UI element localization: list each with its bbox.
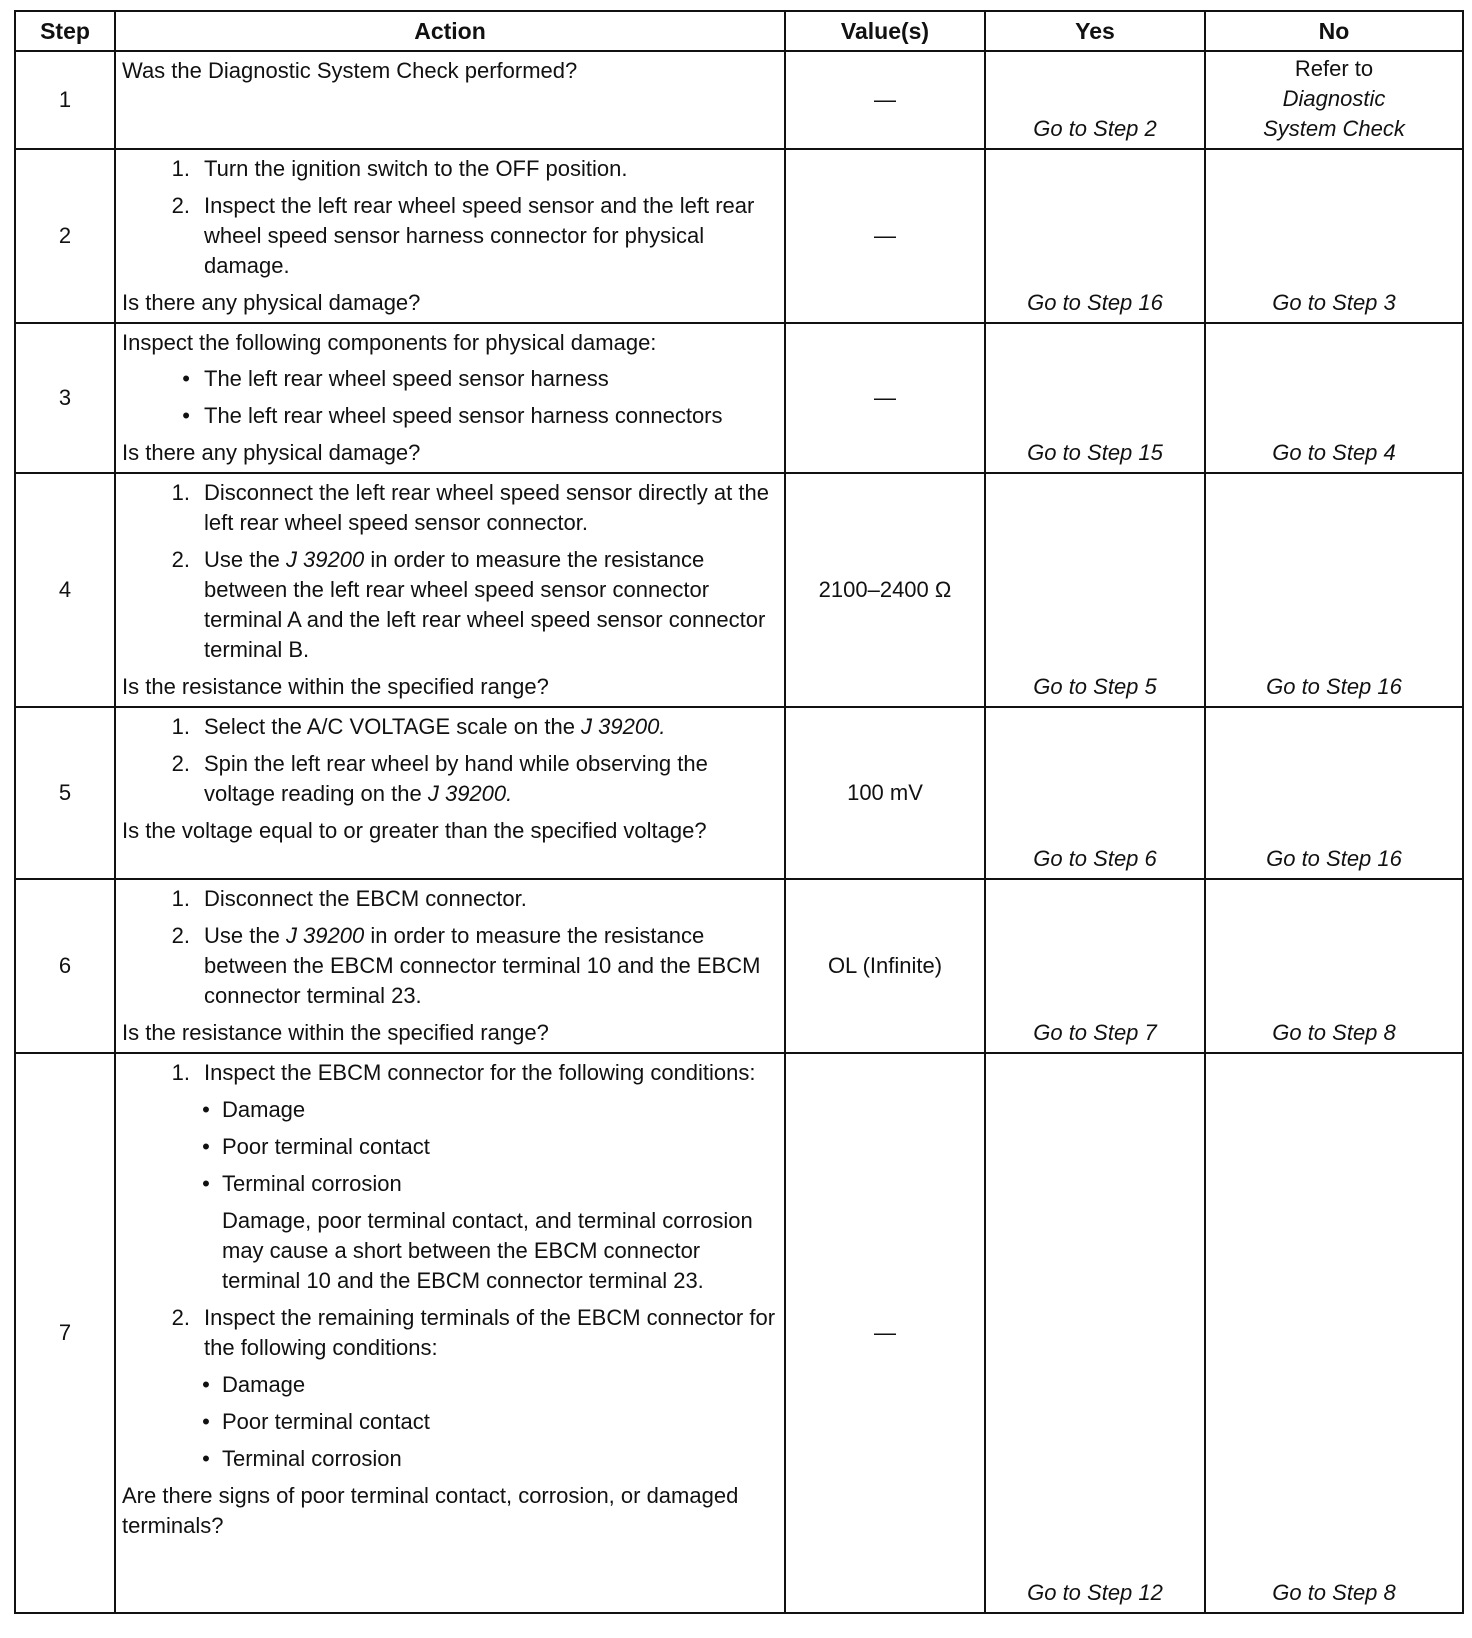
header-row [15, 11, 1463, 51]
no-cell: Go to Step 8 [1205, 879, 1463, 1053]
tool-reference: J 39200. [581, 714, 666, 739]
header-yes: Yes [985, 11, 1205, 51]
no-refer-line: Diagnostic [1282, 86, 1386, 111]
value-cell: OL (Infinite) [785, 879, 985, 1053]
action-item: Turn the ignition switch to the OFF position. [204, 156, 628, 181]
action-cell: 1. Inspect the EBCM connector for the following conditions: • Damage • Poor terminal contact • Terminal corrosion Damage, poor terminal contact, and terminal corrosion may cause a short between the EBCM connector terminal 10 and the EBCM connector terminal 23. 2. Inspect the remaining terminals of the EBCM connector for the following conditions: • Damage • Poor terminal contact • Terminal corrosion Are there signs of poor terminal contact, corrosion, or damaged terminals? [115, 1053, 785, 1613]
no-refer-line: Refer to [1294, 56, 1374, 81]
yes-cell: Go to Step 5 [985, 473, 1205, 707]
header-values: Value(s) [785, 11, 985, 51]
step-number: 6 [15, 879, 115, 1053]
no-cell: Go to Step 3 [1205, 149, 1463, 323]
table-row [15, 149, 1463, 323]
action-item: Use the J 39200 in order to measure the resistance between the left rear wheel speed sensor connector terminal A and the left rear wheel speed sensor connector terminal B. [204, 547, 766, 662]
action-question: Is the resistance within the specified range? [122, 674, 549, 699]
yes-cell: Go to Step 2 [985, 51, 1205, 149]
action-question: Was the Diagnostic System Check performed? [122, 58, 578, 83]
table-row [15, 879, 1463, 1053]
yes-cell: Go to Step 7 [985, 879, 1205, 1053]
no-cell: Go to Step 4 [1205, 323, 1463, 473]
value-cell: — [785, 51, 985, 149]
action-cell: 1. Turn the ignition switch to the OFF position. 2. Inspect the left rear wheel speed sensor and the left rear wheel speed sensor harness connector for physical damage. Is there any physical damage? [115, 149, 785, 323]
action-item: Disconnect the left rear wheel speed sensor directly at the left rear wheel speed sensor connector. [204, 480, 769, 535]
tool-reference: J 39200. [427, 781, 513, 806]
table-row [15, 1053, 1463, 1613]
step-number: 4 [15, 473, 115, 707]
no-cell: Go to Step 16 [1205, 707, 1463, 879]
action-bullet: Terminal corrosion [222, 1446, 402, 1471]
header-step: Step [15, 11, 115, 51]
action-cell [115, 51, 785, 149]
value-cell: — [785, 323, 985, 473]
action-bullet: Poor terminal contact [222, 1409, 430, 1434]
action-bullet: The left rear wheel speed sensor harness [204, 366, 609, 391]
tool-reference: J 39200 [285, 923, 365, 948]
table-row [15, 51, 1463, 149]
action-cell: Inspect the following components for physical damage: • The left rear wheel speed sensor harness • The left rear wheel speed sensor harness connectors Is there any physical damage? [115, 323, 785, 473]
action-item: Select the A/C VOLTAGE scale on the J 39200. [204, 714, 666, 739]
header-action: Action [115, 11, 785, 51]
value-cell: — [785, 149, 985, 323]
action-item: Spin the left rear wheel by hand while observing the voltage reading on the J 39200. [204, 751, 708, 806]
action-cell: 1. Disconnect the EBCM connector. 2. Use the J 39200 in order to measure the resistance between the EBCM connector terminal 10 and the EBCM connector terminal 23. Is the resistance within the specified range? [115, 879, 785, 1053]
step-number: 7 [15, 1053, 115, 1613]
yes-cell: Go to Step 16 [985, 149, 1205, 323]
step-number: 2 [15, 149, 115, 323]
action-item: Inspect the left rear wheel speed sensor and the left rear wheel speed sensor harness connector for physical damage. [204, 193, 755, 278]
action-question: Are there signs of poor terminal contact, corrosion, or damaged terminals? [122, 1483, 739, 1538]
action-bullet: Damage [222, 1372, 306, 1397]
action-item: Inspect the EBCM connector for the following conditions: [204, 1060, 756, 1085]
action-question: Is the resistance within the specified range? [122, 1020, 549, 1045]
step-number: 3 [15, 323, 115, 473]
step-number: 1 [15, 51, 115, 149]
action-item: Disconnect the EBCM connector. [204, 886, 527, 911]
value-cell: — [785, 1053, 985, 1613]
action-bullet: Terminal corrosion [222, 1171, 402, 1196]
action-question: Is there any physical damage? [122, 440, 421, 465]
tool-reference: J 39200 [285, 547, 365, 572]
table-row [15, 323, 1463, 473]
action-item: Inspect the remaining terminals of the EBCM connector for the following conditions: [204, 1305, 776, 1360]
header-no: No [1205, 11, 1463, 51]
action-bullet: Damage [222, 1097, 306, 1122]
action-bullet: The left rear wheel speed sensor harness connectors [204, 403, 723, 428]
yes-cell: Go to Step 6 [985, 707, 1205, 879]
yes-cell: Go to Step 12 [985, 1053, 1205, 1613]
diagnostic-table [14, 10, 1464, 1614]
no-cell: Go to Step 16 [1205, 473, 1463, 707]
action-intro: Inspect the following components for physical damage: [122, 330, 657, 355]
step-number: 5 [15, 707, 115, 879]
action-cell: 1. Select the A/C VOLTAGE scale on the J 39200. 2. Spin the left rear wheel by hand while observing the voltage reading on the J 39200. Is the voltage equal to or greater than the specified voltage? [115, 707, 785, 879]
value-cell: 2100–2400 Ω [785, 473, 985, 707]
table-row [15, 473, 1463, 707]
yes-cell: Go to Step 15 [985, 323, 1205, 473]
action-question: Is there any physical damage? [122, 290, 421, 315]
no-cell: Go to Step 8 [1205, 1053, 1463, 1613]
table-row [15, 707, 1463, 879]
action-question: Is the voltage equal to or greater than the specified voltage? [122, 818, 707, 843]
action-note: Damage, poor terminal contact, and terminal corrosion may cause a short between the EBCM connector terminal 10 and the EBCM connector terminal 23. [222, 1208, 753, 1293]
no-refer-line: System Check [1263, 116, 1405, 141]
action-bullet: Poor terminal contact [222, 1134, 430, 1159]
action-cell: 1. Disconnect the left rear wheel speed sensor directly at the left rear wheel speed sensor connector. 2. Use the J 39200 in order to measure the resistance between the left rear wheel speed sensor connector terminal A and the left rear wheel speed sensor connector terminal B. Is the resistance within the specified range? [115, 473, 785, 707]
no-cell [1205, 51, 1463, 149]
value-cell: 100 mV [785, 707, 985, 879]
action-item: Use the J 39200 in order to measure the resistance between the EBCM connector terminal 10 and the EBCM connector terminal 23. [204, 923, 761, 1008]
